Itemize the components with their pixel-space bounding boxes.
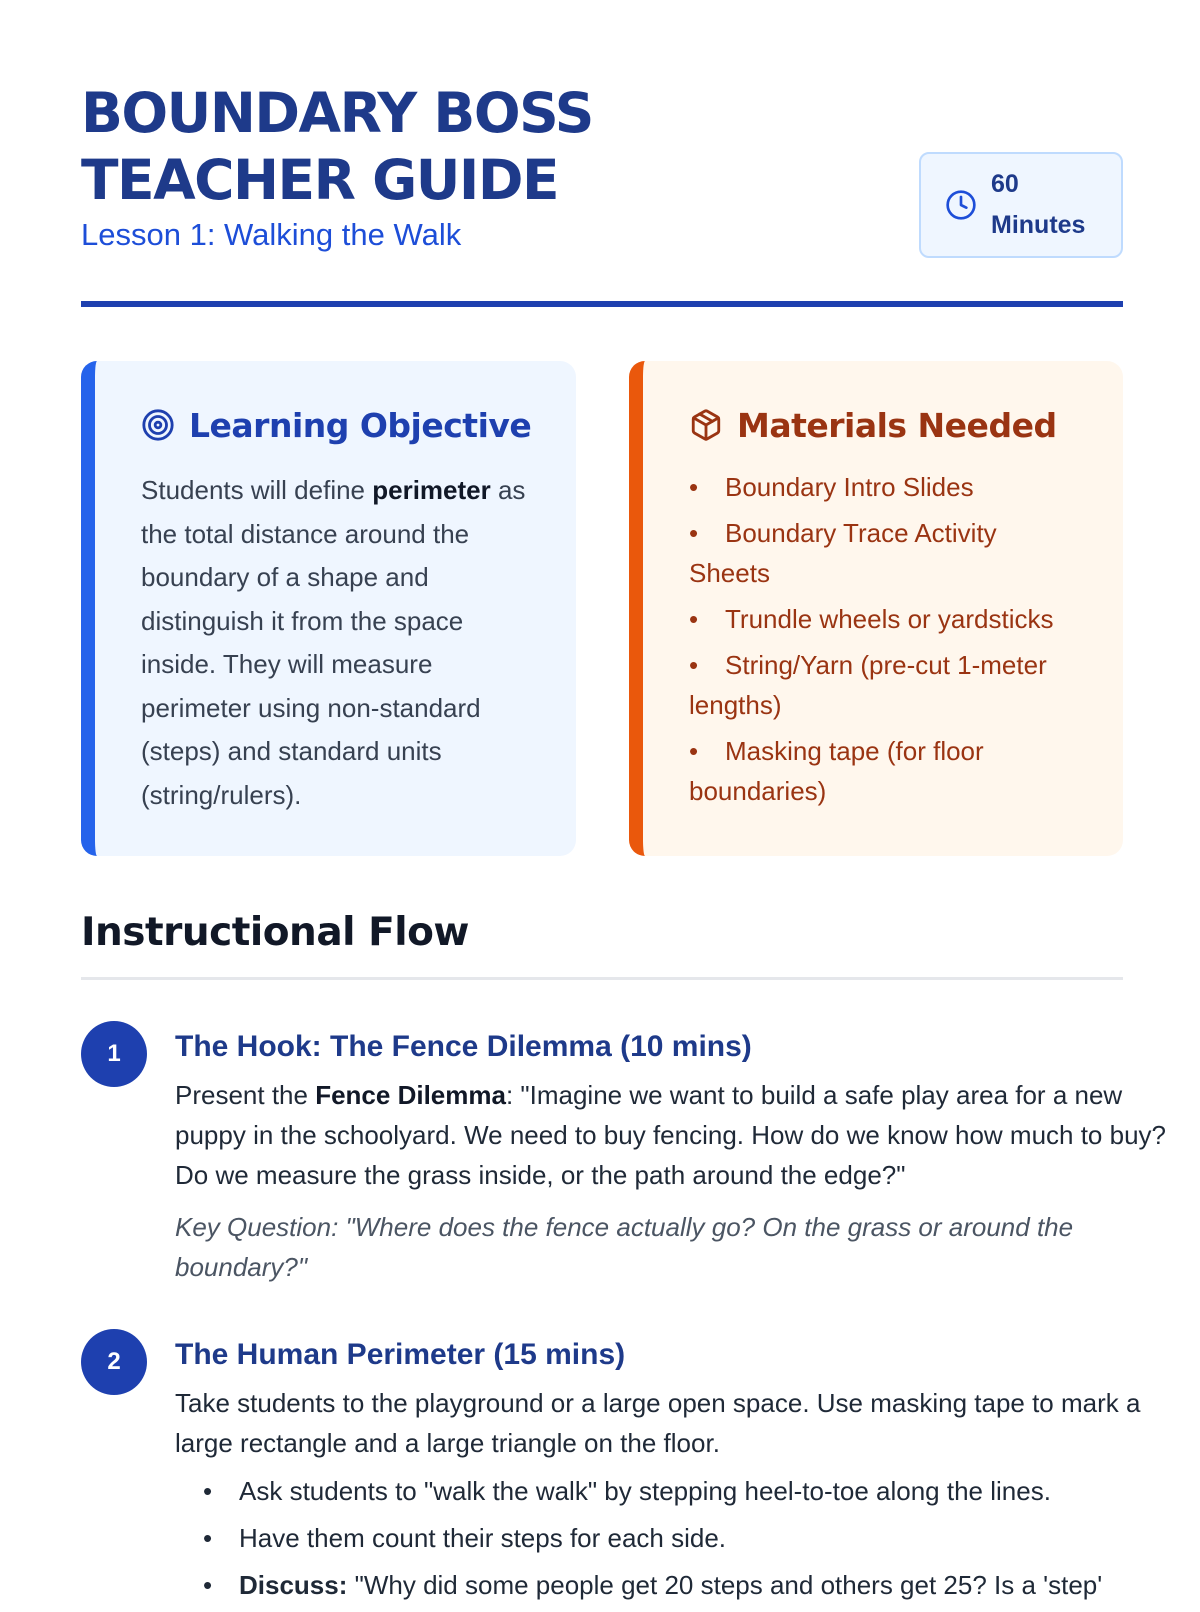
perimeter-term: perimeter [372, 475, 491, 505]
step-description: Take students to the playground or a large open space. Use masking tape to mark a large rectangle and a large triangle on the floor. [175, 1388, 1141, 1458]
list-item: • String/Yarn (pre-cut 1-meter lengths) [689, 650, 1047, 720]
list-item: • Trundle wheels or yardsticks [689, 604, 1054, 634]
objective-header [141, 397, 536, 453]
step-title: The Hook: The Fence Dilemma (10 mins) [175, 1030, 752, 1063]
package-icon [689, 408, 723, 442]
clock-icon [945, 189, 977, 221]
step-number-badge: 2 [81, 1329, 147, 1395]
header [81, 80, 1123, 254]
step-content [175, 1021, 1175, 1287]
list-item: • Boundary Intro Slides [689, 472, 974, 502]
list-item: • Discuss: "Why did some people get 20 steps and others get 25? Is a 'step' [203, 1570, 1103, 1600]
title-line-2: TEACHER GUIDE [81, 148, 559, 212]
section-divider [81, 977, 1123, 980]
fence-dilemma-term: Fence Dilemma [315, 1080, 506, 1110]
materials-list [689, 467, 1083, 811]
list-item: • Have them count their steps for each side. [203, 1523, 727, 1553]
step-number-badge: 1 [81, 1021, 147, 1087]
lesson-subtitle: Lesson 1: Walking the Walk [81, 217, 462, 252]
step-content [175, 1329, 1175, 1612]
instructional-flow-heading: Instructional Flow [81, 910, 469, 955]
key-question: Key Question: "Where does the fence actually go? On the grass or around the boundary?" [175, 1212, 1074, 1282]
objective-heading: Learning Objective [189, 405, 532, 445]
objective-text: Students will define perimeter as the total distance around the boundary of a shape and distinguish it from the space inside. They will measure perimeter using non-standard (steps) and standard units (string/rulers). [141, 475, 526, 810]
list-item: • Ask students to "walk the walk" by stepping heel-to-toe along the lines. [203, 1476, 1051, 1506]
materials-heading: Materials Needed [737, 405, 1057, 445]
title-line-1: BOUNDARY BOSS [81, 81, 593, 145]
step-title: The Human Perimeter (15 mins) [175, 1338, 626, 1371]
step-description: Present the Fence Dilemma: "Imagine we want to build a safe play area for a new puppy in the schoolyard. We need to buy fencing. How do we know how much to buy? Do we measure the grass inside, or the path around the edge?" [175, 1080, 1166, 1190]
duration-unit: Minutes [991, 211, 1086, 239]
duration-badge [919, 152, 1123, 258]
list-item: • Boundary Trace Activity Sheets [689, 518, 997, 588]
materials-header [689, 397, 1083, 453]
duration-value: 60 [991, 170, 1019, 198]
target-icon [141, 408, 175, 442]
step-bullet-list [175, 1471, 1175, 1605]
duration-text [991, 164, 1085, 246]
learning-objective-card [81, 361, 576, 856]
header-divider [81, 301, 1123, 307]
materials-needed-card [629, 361, 1123, 856]
list-item: • Masking tape (for floor boundaries) [689, 736, 984, 806]
discuss-label: Discuss: [239, 1570, 348, 1600]
